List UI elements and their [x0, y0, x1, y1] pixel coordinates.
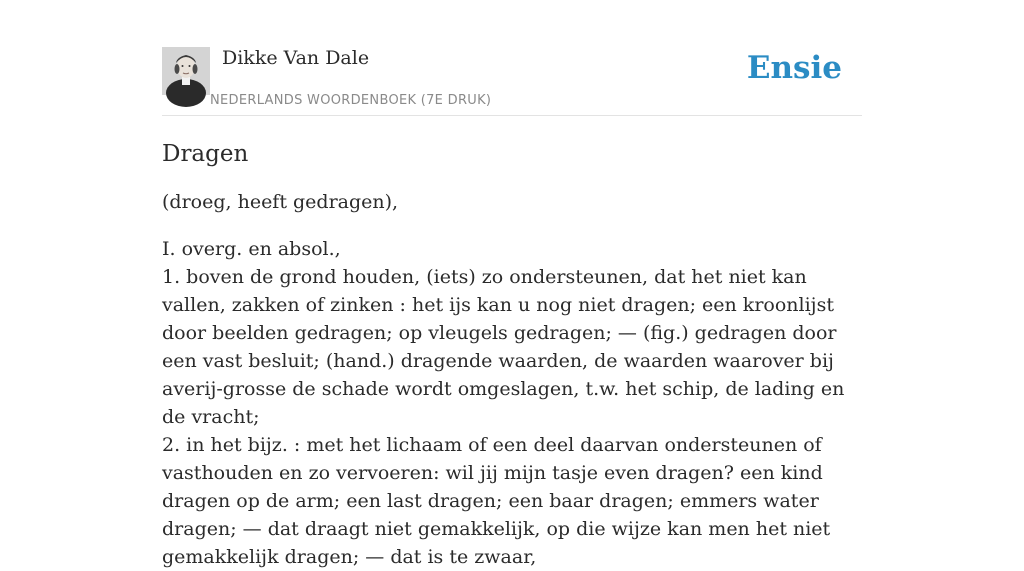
portrait-image [162, 47, 210, 95]
site-header [162, 46, 862, 116]
author-name[interactable]: Dikke Van Dale [222, 47, 370, 69]
entry-headword: Dragen [162, 141, 249, 167]
dictionary-subtitle: NEDERLANDS WOORDENBOEK (7E DRUK) [210, 93, 492, 108]
ensie-logo[interactable]: Ensie [746, 50, 842, 86]
definition-line: I. overg. en absol., [162, 238, 341, 260]
definition-line: 1. boven de grond houden, (iets) zo ondersteunen, dat het niet kan vallen, zakken of zinken : het ijs kan u nog niet dragen; een kroonlijst door beelden gedragen; op vleugels gedragen; — (fig.) gedragen door een vast besluit; (hand.) dragende waarden, de waarden waarover bij averij-grosse de schade wordt omgeslagen, t.w. het schip, de lading en de vracht; [162, 266, 845, 428]
entry-content [162, 138, 867, 571]
entry-definition [162, 235, 867, 571]
entry-grammar: (droeg, heeft gedragen), [162, 191, 399, 213]
author-avatar[interactable] [162, 47, 210, 95]
definition-line: 2. in het bijz. : met het lichaam of een deel daarvan ondersteunen of vasthouden en zo vervoeren: wil jij mijn tasje even dragen? een kind dragen op de arm; een last dragen; een baar dragen; emmers water dragen; — dat draagt niet gemakkelijk, op die wijze kan men het niet gemakkelijk dragen; — dat is te zwaar, [162, 434, 831, 568]
